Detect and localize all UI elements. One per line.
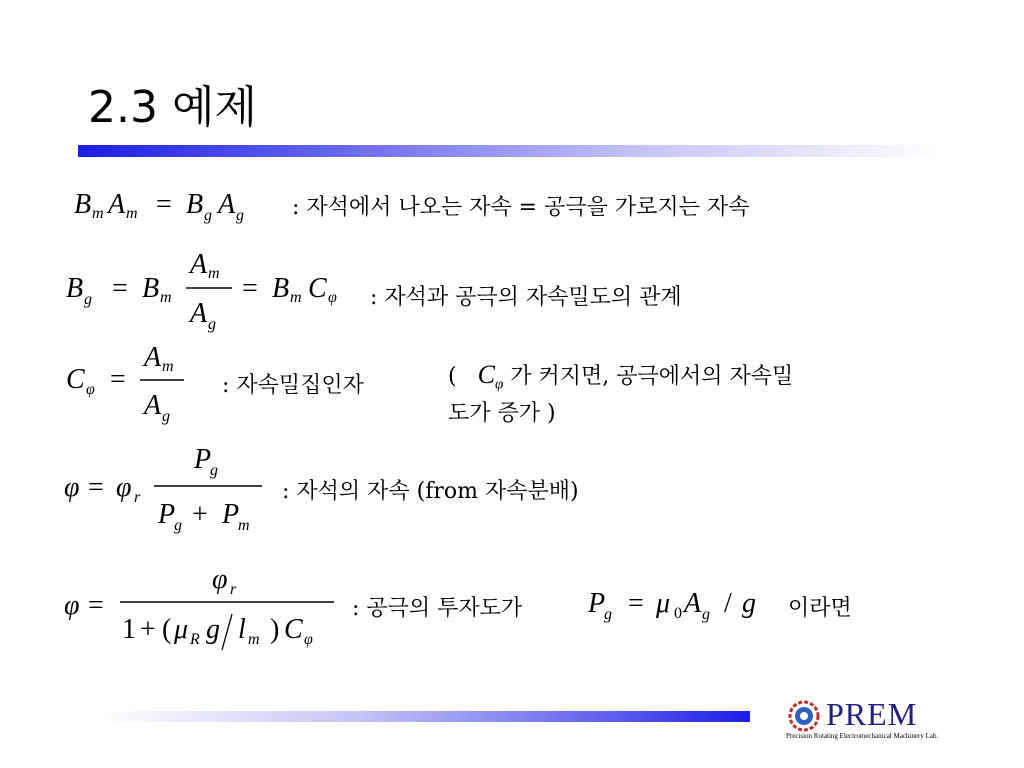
svg-text:C: C	[66, 364, 85, 395]
svg-text:C: C	[284, 614, 303, 645]
svg-text:μ: μ	[174, 614, 189, 645]
svg-text:0: 0	[674, 605, 682, 622]
note-line-2: 도가 증가 )	[448, 401, 556, 427]
svg-text:B: B	[66, 273, 84, 304]
equation-4-description: : 자석의 자속 (from 자속분배)	[282, 479, 579, 504]
svg-text:=: =	[242, 273, 258, 304]
svg-text:=: =	[88, 590, 104, 621]
svg-text:=: =	[156, 189, 172, 220]
svg-text:m: m	[290, 289, 302, 306]
equation-2	[62, 245, 372, 340]
equation-4	[62, 438, 282, 543]
equation-5-desc-text: : 공극의 투자도가	[352, 596, 523, 621]
equation-1	[70, 180, 280, 230]
svg-text:m: m	[162, 358, 174, 375]
svg-text:A: A	[190, 298, 208, 329]
svg-text:g: g	[702, 606, 710, 623]
svg-text:m: m	[160, 289, 172, 306]
svg-text:P: P	[158, 499, 176, 530]
equation-5	[62, 562, 352, 662]
logo-subtitle: Precision Rotating Electromechanical Machinery Lab.	[786, 732, 939, 740]
svg-text:g: g	[162, 408, 170, 425]
svg-text:=: =	[628, 588, 644, 619]
svg-text:=: =	[110, 364, 126, 395]
svg-text:g: g	[236, 207, 244, 224]
footer-bar	[100, 711, 750, 722]
svg-text:P: P	[588, 588, 606, 619]
logo-name: PREM	[826, 696, 918, 732]
svg-text:/: /	[724, 588, 732, 619]
svg-text:m: m	[248, 631, 260, 648]
svg-text:μ: μ	[656, 588, 671, 619]
svg-text:A: A	[108, 189, 126, 220]
note-symbol-subscript: φ	[494, 376, 504, 393]
svg-text:m: m	[126, 205, 138, 222]
svg-text:B: B	[142, 273, 160, 304]
svg-text:A: A	[144, 390, 162, 421]
svg-text:r: r	[230, 581, 237, 598]
svg-text:1: 1	[122, 614, 136, 645]
equation-5-description	[352, 591, 522, 622]
equation-3	[62, 338, 222, 433]
svg-text:g: g	[174, 517, 182, 534]
svg-text:P: P	[194, 444, 212, 475]
svg-text:r: r	[134, 489, 141, 506]
svg-text:φ: φ	[64, 472, 80, 503]
page-title: 2.3 예제	[88, 82, 257, 133]
svg-text:g: g	[210, 462, 218, 479]
svg-text:g: g	[206, 614, 220, 645]
svg-text:φ: φ	[328, 289, 337, 306]
svg-text:+: +	[192, 499, 208, 530]
svg-text:g: g	[604, 606, 612, 623]
svg-text:+: +	[140, 614, 156, 645]
svg-text:φ: φ	[64, 590, 80, 621]
equation-2-description: : 자석과 공극의 자속밀도의 관계	[370, 285, 682, 310]
equation-3-note	[448, 360, 793, 429]
svg-text:B: B	[186, 189, 204, 220]
equation-1-description: : 자석에서 나오는 자속 = 공극을 가로지는 자속	[292, 195, 750, 220]
svg-text:g: g	[204, 207, 212, 224]
svg-text:A: A	[190, 249, 208, 280]
prem-logo-icon	[786, 700, 822, 732]
svg-text:A: A	[144, 342, 162, 373]
svg-text:B: B	[272, 273, 290, 304]
svg-text:φ: φ	[116, 472, 132, 503]
svg-text:B: B	[74, 189, 92, 220]
svg-text:): )	[270, 614, 280, 645]
equation-5-inline-formula	[584, 582, 780, 626]
svg-text:g: g	[208, 316, 216, 333]
title-underline-bar	[78, 145, 940, 157]
svg-text:m: m	[238, 517, 250, 534]
svg-text:m: m	[92, 205, 104, 222]
equation-3-description: : 자속밀집인자	[222, 373, 364, 398]
svg-text:=: =	[112, 273, 128, 304]
svg-text:g: g	[742, 588, 756, 619]
svg-text:(: (	[162, 614, 172, 645]
svg-text:R: R	[190, 631, 200, 648]
svg-text:φ: φ	[304, 631, 313, 648]
note-line-1: 가 커지면, 공극에서의 자속밀	[510, 364, 794, 389]
svg-text:=: =	[88, 472, 104, 503]
note-open-paren: (	[448, 364, 457, 389]
note-symbol: C	[477, 360, 495, 389]
svg-text:A: A	[684, 588, 702, 619]
svg-text:l: l	[238, 614, 246, 645]
svg-text:P: P	[222, 499, 240, 530]
svg-text:A: A	[218, 189, 236, 220]
equation-5-desc-after: 이라면	[788, 596, 852, 621]
svg-text:φ: φ	[212, 564, 228, 595]
svg-text:C: C	[308, 273, 327, 304]
svg-text:φ: φ	[86, 381, 95, 398]
svg-text:m: m	[208, 265, 220, 282]
svg-text:g: g	[84, 291, 92, 308]
